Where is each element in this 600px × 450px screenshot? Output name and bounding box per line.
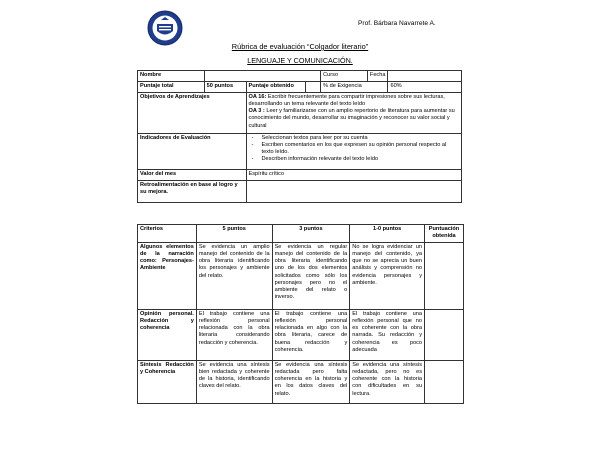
exigencia-label: % de Exigencia	[321, 82, 388, 93]
descriptor-1-cell: Se evidencia una síntesis redactada, pero no es coherente con la historia con dificultades en su lectura.	[350, 361, 425, 404]
indicator-item: - Describen información relevante del texto leído	[249, 156, 459, 163]
author-name: Prof. Bárbara Navarrete A.	[358, 20, 436, 27]
fecha-field[interactable]	[388, 71, 462, 82]
retro-field[interactable]	[246, 181, 461, 203]
table-row	[138, 310, 464, 361]
table-row	[138, 243, 464, 310]
header-puntuacion: Puntuación obtenida	[425, 225, 464, 243]
criterio-cell: Algunos elementos de la narración como: Personajes- Ambiente	[138, 243, 197, 310]
oa3-code: OA 3 :	[248, 108, 265, 115]
curso-label: Curso	[321, 71, 368, 82]
name-row	[138, 71, 462, 82]
objetivos-text	[246, 93, 461, 134]
feedback-row	[138, 181, 462, 203]
value-row	[138, 170, 462, 181]
valor-value: Espíritu crítico	[246, 170, 461, 181]
nombre-field[interactable]	[204, 71, 320, 82]
oa16-code: OA 16:	[248, 94, 267, 100]
indicator-item: - Seleccionan textos para leer por su cuenta	[249, 135, 459, 142]
score-cell[interactable]	[425, 243, 464, 310]
rubric-header-row	[138, 225, 464, 243]
puntaje-obtenido-field[interactable]	[306, 82, 321, 93]
indicator-item: - Escriben comentarios en los que expresen su opinión personal respecto al texto leído.	[249, 142, 459, 156]
criterio-cell: Síntesis Redacción y Coherencia	[138, 361, 197, 404]
descriptor-3-cell: El trabajo contiene una reflexión personal relacionada en algo con la obra literaria, carece de buena redacción y coherencia.	[272, 310, 350, 361]
score-cell[interactable]	[425, 310, 464, 361]
document-subtitle: LENGUAJE Y COMUNICACIÓN.	[247, 56, 353, 65]
valor-label: Valor del mes	[138, 170, 247, 181]
exigencia-value: 60%	[388, 82, 462, 93]
puntaje-total-label: Puntaje total	[138, 82, 205, 93]
info-table	[137, 70, 462, 203]
nombre-label: Nombre	[138, 71, 205, 82]
descriptor-3-cell: Se evidencia un regular manejo del contenido de la obra literaria identificando uno de los dos elementos solicitados como sólo los personajes pero no el ambiente del relato o inverso.	[272, 243, 350, 310]
puntaje-total-value: 50 puntos	[204, 82, 246, 93]
score-row	[138, 82, 462, 93]
header-5-puntos: 5 puntos	[196, 225, 272, 243]
rubric-table	[137, 224, 464, 404]
descriptor-5-cell: Se evidencia un amplio manejo del contenido de la obra literaria identificando los personajes y ambiente del relato.	[196, 243, 272, 310]
score-cell[interactable]	[425, 361, 464, 404]
header-criterios: Criterios	[138, 225, 197, 243]
header-1-0-puntos: 1-0 puntos	[350, 225, 425, 243]
indicadores-label: Indicadores de Evaluación	[138, 134, 247, 170]
retro-label: Retroalimentación en base al logro y su mejora.	[138, 181, 247, 203]
puntaje-obtenido-label: Puntaje obtenido	[246, 82, 306, 93]
descriptor-5-cell: Se evidencia una síntesis bien redactada y coherente de la historia, identificando claves del relato.	[196, 361, 272, 404]
indicadores-list	[246, 134, 461, 170]
oa3-text: Leer y familiarizarse con un amplio repertorio de literatura para aumentar su conocimiento del mundo, desarrollar su imaginación y reconocer su valor social y cultural	[248, 108, 455, 129]
header-3-puntos: 3 puntos	[272, 225, 350, 243]
fecha-label: Fecha	[367, 71, 388, 82]
table-row	[138, 361, 464, 404]
school-crest-logo	[147, 10, 183, 46]
objetivos-label: Objetivos de Aprendizajes	[138, 93, 247, 134]
oa16-text: Escribir frecuentemente para compartir impresiones sobre sus lecturas, desarrollando un tema relevante del texto leído	[248, 94, 445, 108]
descriptor-5-cell: El trabajo contiene una reflexión personal relacionada con la obra literaria considerando redacción y coherencia.	[196, 310, 272, 361]
objectives-row	[138, 93, 462, 134]
criterio-cell: Opinión personal. Redacción y coherencia	[138, 310, 197, 361]
indicators-row	[138, 134, 462, 170]
descriptor-3-cell: Se evidencia una síntesis redactada pero falta coherencia en la historia y en los datos claves del relato.	[272, 361, 350, 404]
descriptor-1-cell: No se logra evidenciar un manejo del contenido, ya que no se aprecia un buen análisis y comprensión no evidencia personajes y ambiente.	[350, 243, 425, 310]
descriptor-1-cell: El trabajo contiene una reflexión personal que no es coherente con la obra narrada. Su redacción y coherencia es poco adecuada	[350, 310, 425, 361]
document-title: Rúbrica de evaluación “Colgador literario”	[231, 42, 369, 51]
